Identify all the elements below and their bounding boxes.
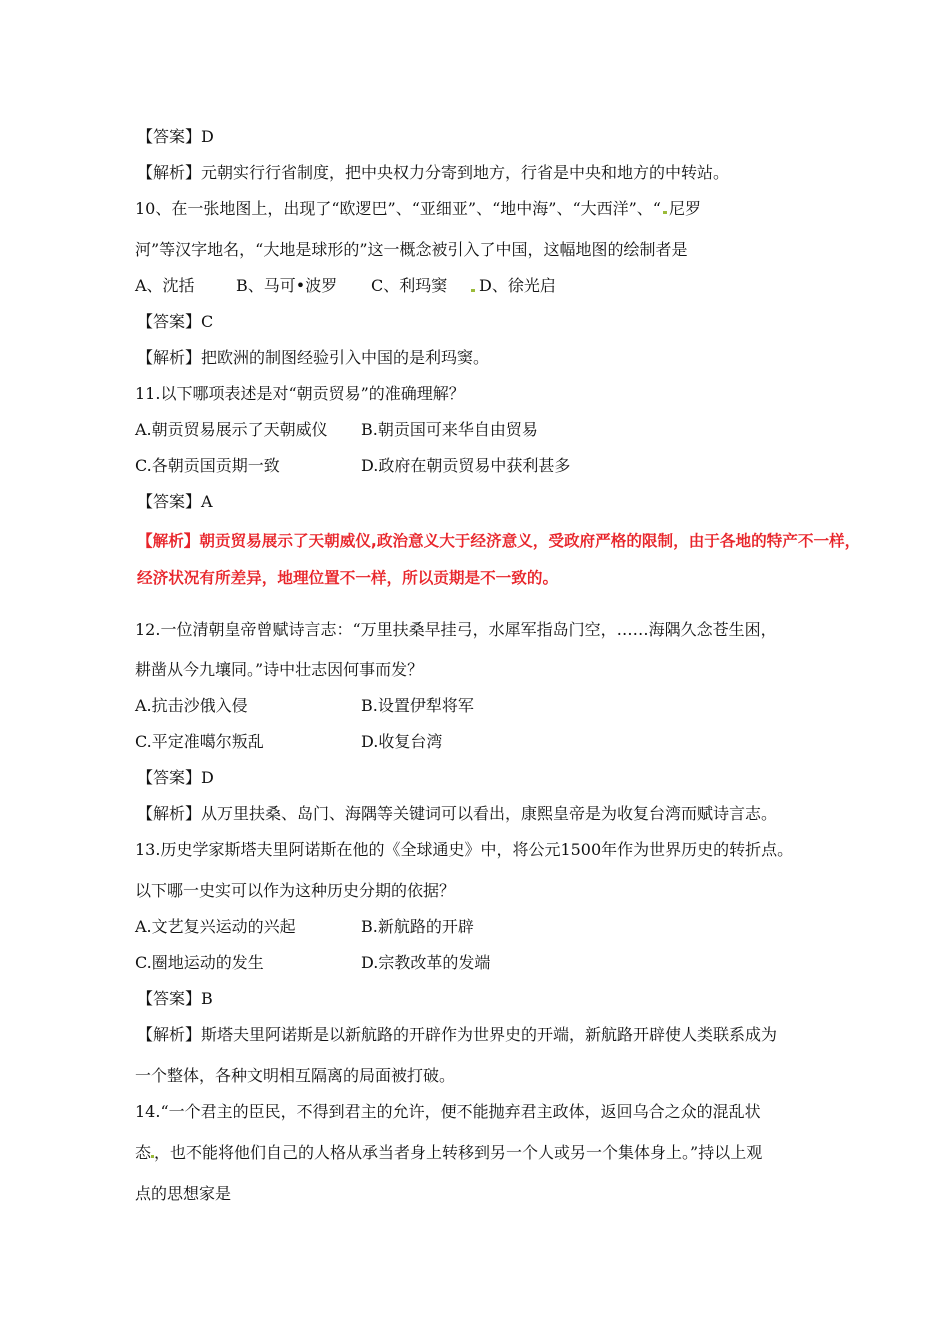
q11-option-d: D.政府在朝贡贸易中获利甚多 [361, 456, 571, 475]
q13-option-b: B.新航路的开辟 [361, 917, 474, 936]
q14-stem-text-cont: ，也不能将他们自己的人格从承当者身上转移到另一个人或另一个集体身上。”持以上观 [154, 1143, 763, 1162]
q12-stem-line2: 耕凿从今九壤同。”诗中壮志因何事而发？ [135, 660, 424, 679]
q11-analysis-line2: 经济状况有所差异，地理位置不一样，所以贡期是不一致的。 [137, 569, 559, 587]
q13-option-c: C.圈地运动的发生 [135, 953, 264, 972]
q10-stem-text: 10、在一张地图上，出现了“欧逻巴”、“亚细亚”、“地中海”、“大西洋”、“ [135, 199, 661, 218]
q10-option-a: A、沈括 [135, 276, 195, 295]
q10-analysis: 【解析】把欧洲的制图经验引入中国的是利玛窦。 [137, 348, 490, 367]
q13-analysis-line2: 一个整体，各种文明相互隔离的局面被打破。 [135, 1066, 456, 1085]
q12-stem-line1: 12.一位清朝皇帝曾赋诗言志：“万里扶桑早挂弓，水犀军指岛门空，……海隅久念苍生困， [135, 620, 777, 639]
q10-option-d: D、徐光启 [479, 276, 556, 295]
edit-mark-icon [663, 211, 667, 214]
q14-stem-text: 态 [135, 1143, 152, 1162]
q12-option-d: D.收复台湾 [361, 732, 443, 751]
q11-analysis-line1: 【解析】朝贡贸易展示了天朝威仪,政治意义大于经济意义，受政府严格的限制，由于各地的特产不一样， [137, 532, 861, 550]
q10-option-b: B、马可•波罗 [236, 276, 338, 295]
q12-option-b: B.设置伊犁将军 [361, 696, 474, 715]
q10-stem-line1 [135, 199, 701, 219]
q10-answer: 【答案】C [137, 312, 214, 331]
q11-option-a: A.朝贡贸易展示了天朝威仪 [135, 420, 328, 439]
q13-option-a: A.文艺复兴运动的兴起 [135, 917, 296, 936]
q9-analysis: 【解析】元朝实行行省制度，把中央权力分寄到地方，行省是中央和地方的中转站。 [137, 163, 730, 182]
q13-option-d: D.宗教改革的发端 [361, 953, 491, 972]
q12-analysis: 【解析】从万里扶桑、岛门、海隅等关键词可以看出，康熙皇帝是为收复台湾而赋诗言志。 [137, 804, 778, 823]
q10-stem-text-end: 尼罗 [668, 199, 701, 218]
q12-option-c: C.平定准噶尔叛乱 [135, 732, 264, 751]
q12-answer: 【答案】D [137, 768, 214, 787]
q14-stem-line1: 14.“一个君主的臣民，不得到君主的允许，便不能抛弃君主政体，返回乌合之众的混乱状 [135, 1102, 761, 1121]
q13-stem-line2: 以下哪一史实可以作为这种历史分期的依据？ [135, 881, 456, 900]
q14-stem-line3: 点的思想家是 [135, 1184, 232, 1203]
q13-stem-line1: 13.历史学家斯塔夫里阿诺斯在他的《全球通史》中，将公元1500年作为世界历史的转折点。 [135, 840, 794, 859]
q9-answer: 【答案】D [137, 127, 214, 146]
q11-stem: 11.以下哪项表述是对“朝贡贸易”的准确理解？ [135, 384, 465, 403]
q11-option-b: B.朝贡国可来华自由贸易 [361, 420, 538, 439]
edit-mark-icon [471, 289, 475, 292]
q11-option-c: C.各朝贡国贡期一致 [135, 456, 280, 475]
q10-stem-line2: 河”等汉字地名，“大地是球形的”这一概念被引入了中国，这幅地图的绘制者是 [135, 240, 688, 259]
q10-option-c: C、利玛窦 [371, 276, 448, 295]
q13-answer: 【答案】B [137, 989, 213, 1008]
q11-answer: 【答案】A [137, 492, 213, 511]
q12-option-a: A.抗击沙俄入侵 [135, 696, 248, 715]
q13-analysis-line1: 【解析】斯塔夫里阿诺斯是以新航路的开辟作为世界史的开端，新航路开辟使人类联系成为 [137, 1025, 778, 1044]
q14-stem-line2 [135, 1143, 762, 1163]
